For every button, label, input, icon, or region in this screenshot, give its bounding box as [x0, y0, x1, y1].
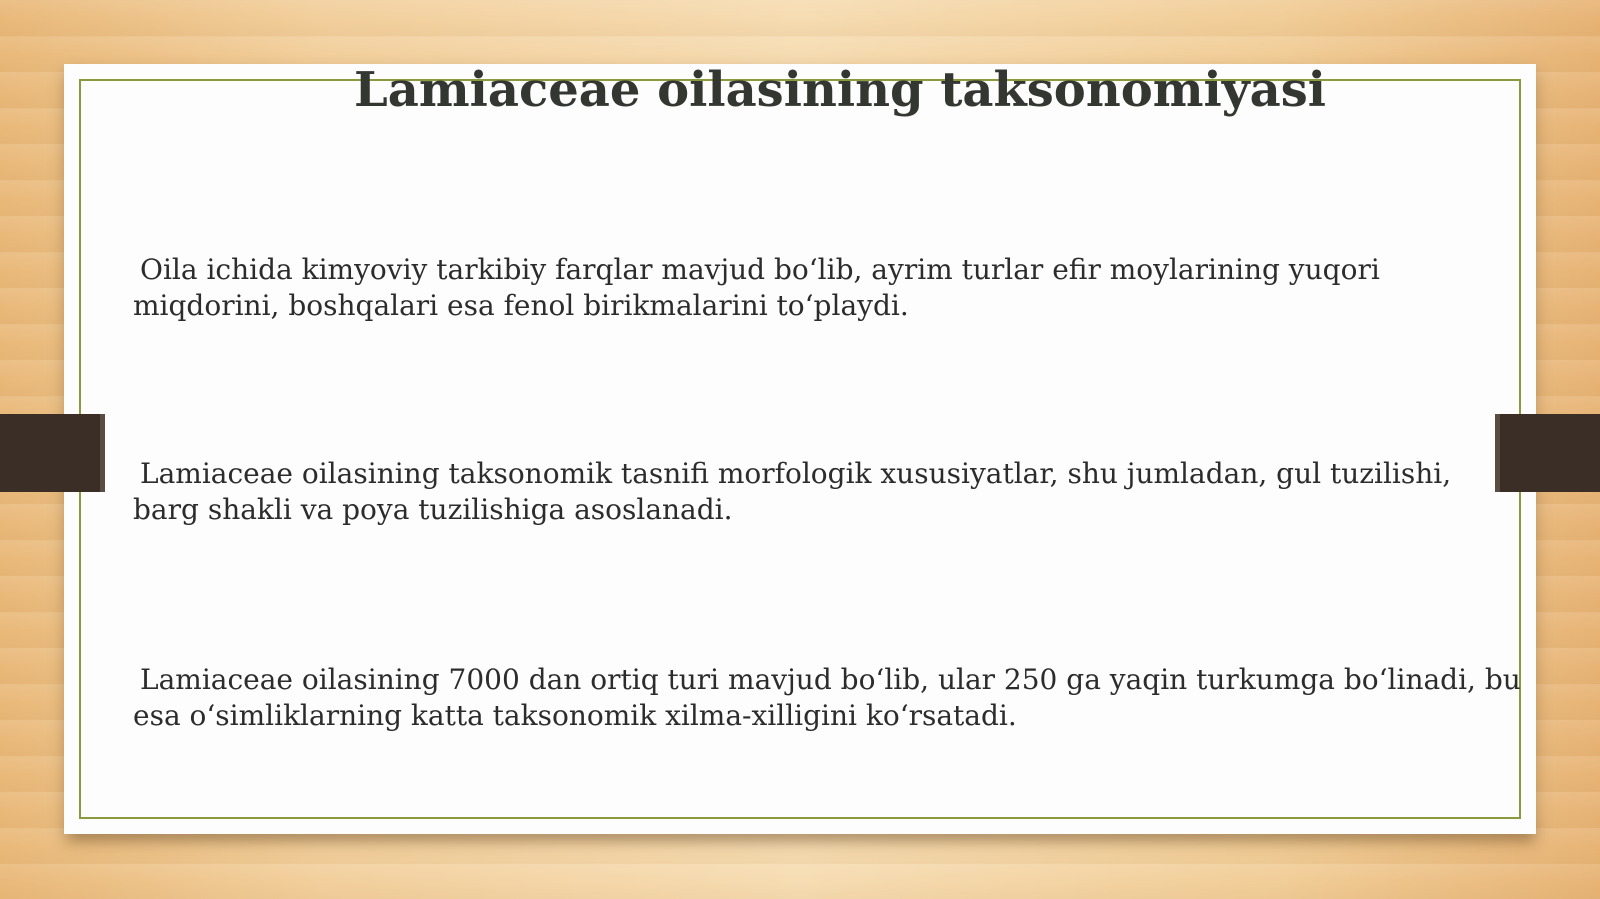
paragraph-taxonomic-classification [133, 456, 1533, 528]
paragraph-line: miqdorini, boshqalari esa fenol birikmalarini to‘playdi. [133, 289, 909, 322]
slide-title: Lamiaceae oilasining taksonomiyasi [354, 62, 1326, 118]
left-decorative-tab [0, 414, 105, 492]
paragraph-line: Oila ichida kimyoviy tarkibiy farqlar mavjud bo‘lib, ayrim turlar efir moylarining yuqori [140, 253, 1380, 286]
paragraph-species-count [133, 662, 1533, 734]
paragraph-line: Lamiaceae oilasining taksonomik tasnifi morfologik xususiyatlar, shu jumladan, gul tuzilishi, [140, 457, 1452, 490]
paragraph-line: esa o‘simliklarning katta taksonomik xilma-xilligini ko‘rsatadi. [133, 699, 1017, 732]
paragraph-line: barg shakli va poya tuzilishiga asoslanadi. [133, 493, 733, 526]
paragraph-chemical-differences [133, 252, 1533, 324]
paragraph-line: Lamiaceae oilasining 7000 dan ortiq turi mavjud bo‘lib, ular 250 ga yaqin turkumga bo‘linadi, bu [140, 663, 1521, 696]
